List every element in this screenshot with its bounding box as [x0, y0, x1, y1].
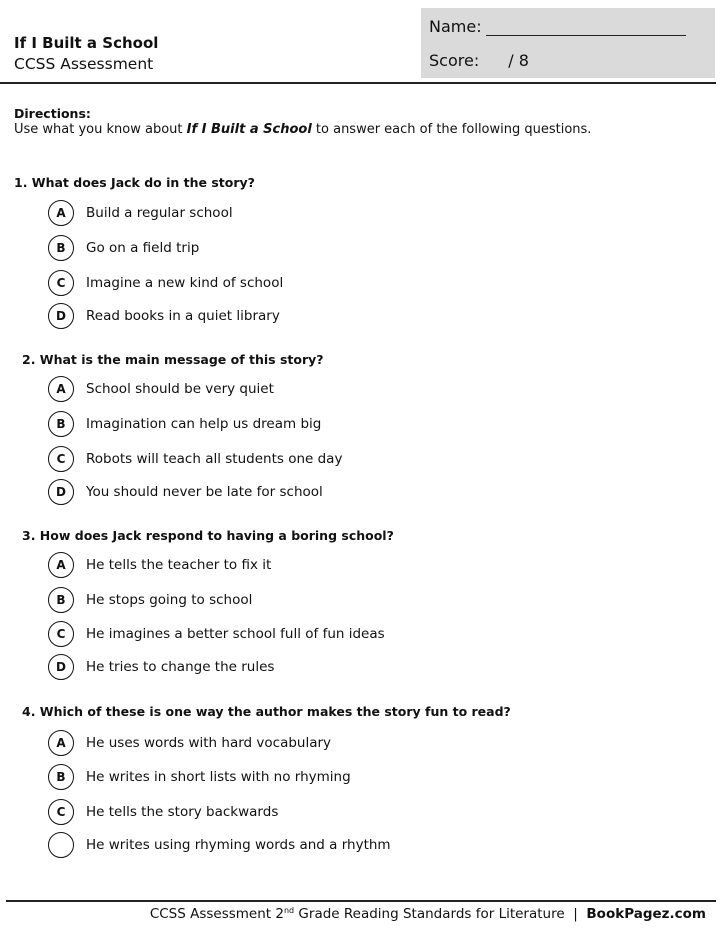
answer-text: He writes using rhyming words and a rhythm	[86, 837, 391, 853]
answer-option[interactable]	[48, 551, 271, 579]
answer-bubble[interactable]: C	[48, 799, 74, 825]
answer-text: He tells the teacher to fix it	[86, 557, 272, 573]
answer-bubble[interactable]: A	[48, 376, 74, 402]
directions-text-before: Use what you know about	[14, 122, 187, 137]
answer-option[interactable]	[48, 653, 274, 681]
answer-bubble[interactable]: C	[48, 446, 74, 472]
answer-option[interactable]	[48, 410, 321, 438]
answer-text: Read books in a quiet library	[86, 308, 280, 324]
directions-book-title: If I Built a School	[186, 122, 312, 137]
footer-suffix: Grade Reading Standards for Literature |	[294, 906, 587, 922]
footer-brand: BookPagez.com	[586, 906, 706, 922]
answer-text: He writes in short lists with no rhyming	[86, 769, 351, 785]
answer-bubble[interactable]: C	[48, 621, 74, 647]
question-text: 2. What is the main message of this story?	[22, 352, 324, 367]
answer-option[interactable]	[48, 798, 278, 826]
answer-option[interactable]	[48, 586, 252, 614]
score-label: Score:	[429, 51, 480, 70]
answer-bubble[interactable]: C	[48, 270, 74, 296]
answer-text: Robots will teach all students one day	[86, 451, 343, 467]
header-divider	[0, 82, 716, 84]
answer-option[interactable]	[48, 478, 323, 506]
question-text: 1. What does Jack do in the story?	[14, 175, 255, 190]
answer-bubble[interactable]: B	[48, 764, 74, 790]
answer-bubble[interactable]: A	[48, 730, 74, 756]
title-block	[14, 34, 158, 74]
directions	[14, 106, 714, 139]
score-total: / 8	[508, 51, 529, 70]
answer-bubble[interactable]: A	[48, 200, 74, 226]
worksheet-subtitle: CCSS Assessment	[14, 55, 154, 73]
worksheet-header	[0, 0, 720, 84]
score-row	[429, 51, 529, 70]
answer-text: He tells the story backwards	[86, 804, 279, 820]
name-label: Name:	[429, 17, 482, 36]
name-score-box	[421, 8, 715, 78]
footer-prefix: CCSS Assessment 2	[149, 906, 284, 922]
answer-option[interactable]	[48, 199, 233, 227]
question-text: 3. How does Jack respond to having a boring school?	[22, 528, 394, 543]
worksheet-title: If I Built a School	[14, 34, 159, 52]
answer-text: Go on a field trip	[86, 240, 200, 256]
answer-option[interactable]	[48, 445, 342, 473]
footer-ordinal: nd	[283, 906, 295, 915]
answer-bubble[interactable]	[48, 832, 74, 858]
answer-text: Imagination can help us dream big	[86, 416, 322, 432]
answer-option[interactable]	[48, 234, 199, 262]
answer-text: Imagine a new kind of school	[86, 275, 284, 291]
answer-text: He stops going to school	[86, 592, 253, 608]
directions-label: Directions:	[14, 106, 91, 121]
footer-divider	[6, 900, 716, 902]
answer-text: Build a regular school	[86, 205, 233, 221]
answer-option[interactable]	[48, 763, 351, 791]
directions-text-after: to answer each of the following questions.	[311, 122, 592, 137]
answer-bubble[interactable]: B	[48, 587, 74, 613]
answer-text: He uses words with hard vocabulary	[86, 735, 332, 751]
answer-option[interactable]	[48, 269, 283, 297]
answer-text: School should be very quiet	[86, 381, 274, 397]
answer-option[interactable]	[48, 831, 391, 859]
answer-text: He tries to change the rules	[86, 659, 275, 675]
answer-bubble[interactable]: A	[48, 552, 74, 578]
answer-bubble[interactable]: B	[48, 411, 74, 437]
answer-bubble[interactable]: D	[48, 479, 74, 505]
answer-text: He imagines a better school full of fun ideas	[86, 626, 385, 642]
answer-bubble[interactable]: D	[48, 654, 74, 680]
answer-option[interactable]	[48, 302, 280, 330]
answer-text: You should never be late for school	[86, 484, 323, 500]
answer-option[interactable]	[48, 620, 385, 648]
directions-text	[14, 121, 714, 139]
page-footer	[150, 906, 706, 922]
name-field[interactable]	[486, 19, 686, 36]
name-row	[429, 17, 686, 36]
question-text: 4. Which of these is one way the author makes the story fun to read?	[22, 704, 511, 719]
answer-option[interactable]	[48, 729, 331, 757]
answer-bubble[interactable]: D	[48, 303, 74, 329]
answer-bubble[interactable]: B	[48, 235, 74, 261]
answer-option[interactable]	[48, 375, 274, 403]
